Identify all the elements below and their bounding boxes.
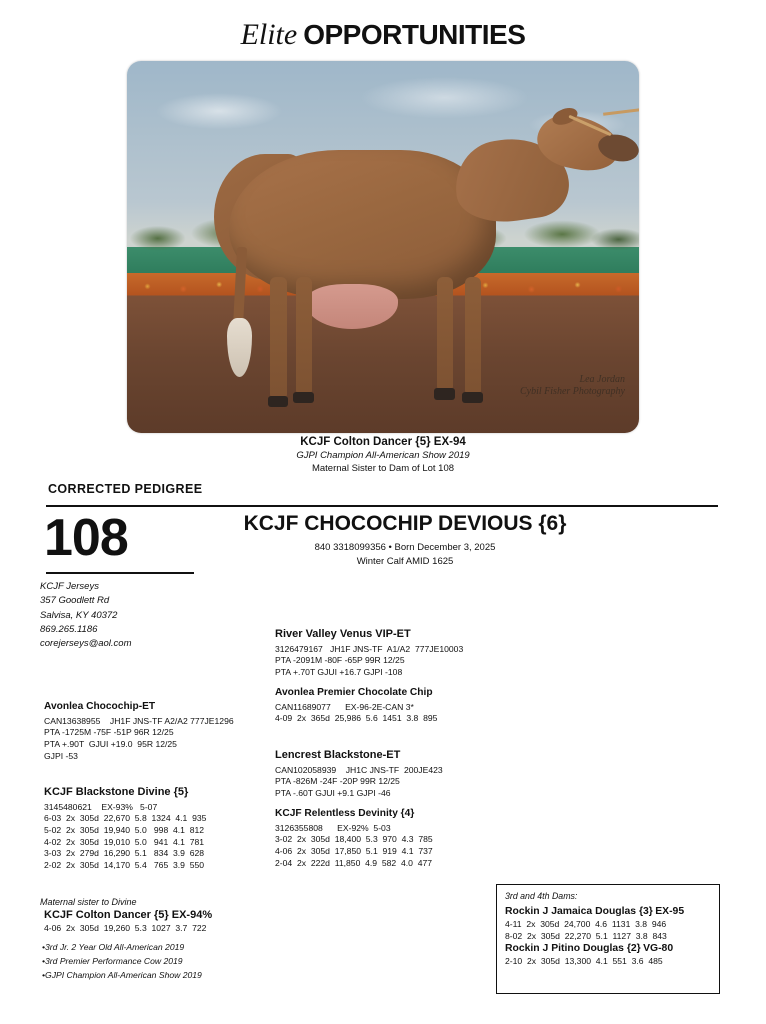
mgs-dam-block (275, 807, 575, 869)
lot-class-amid: Winter Calf AMID 1625 (356, 555, 454, 567)
award-bullet-1: •3rd Jr. 2 Year Old All-American 2019 (42, 942, 185, 952)
third-dam-record-1: 4-11 2x 305d 24,700 4.6 1131 3.8 946 (505, 918, 667, 929)
consignor-farm: KCJF Jerseys (40, 581, 99, 592)
second-dam-record-3: 4-02 2x 305d 19,010 5.0 941 4.1 781 (44, 836, 205, 847)
cow-body (229, 150, 495, 299)
second-dam-name: KCJF Blackstone Divine {5} (44, 786, 189, 798)
maternal-sister-awards (42, 941, 312, 982)
sire-dam-block (275, 686, 575, 725)
mgs-dam-name: KCJF Relentless Devinity {4} (275, 808, 415, 819)
fourth-dam-record-1: 2-10 2x 305d 13,300 4.1 551 3.6 485 (505, 956, 663, 967)
photo-credit (520, 374, 625, 397)
caption-animal-name: KCJF Colton Dancer {5} EX-94 (300, 436, 466, 448)
mgs-dam-registration: 3126355808 EX-92% 5-03 (275, 822, 391, 833)
sire-pta-line1: PTA -2091M -80F -65P 99R 12/25 (275, 655, 405, 666)
sire-registration: 3126479167 JH1F JNS-TF A1/A2 777JE10003 (275, 643, 464, 654)
sire-block (275, 627, 575, 679)
third-dam-name: Rockin J Jamaica Douglas {3} (505, 905, 653, 917)
header-divider (46, 505, 718, 507)
lot-id-birth: 840 3318099356 • Born December 3, 2025 (314, 542, 496, 553)
fourth-dam-name: Rockin J Pitino Douglas {2} (505, 943, 641, 955)
consignor-city: Salvisa, KY 40372 (40, 609, 118, 621)
cow-tail-switch (227, 318, 253, 378)
cow-lead-strap (603, 106, 639, 116)
dam-registration: CAN13638955 JH1F JNS-TF A2/A2 777JE1296 (44, 715, 234, 726)
mgs-name: Lencrest Blackstone-ET (275, 749, 401, 761)
award-bullet-2: •3rd Premier Performance Cow 2019 (42, 955, 183, 966)
mgs-registration: CAN102058939 JH1C JNS-TF 200JE423 (275, 764, 443, 775)
masthead (0, 0, 766, 58)
maternal-sister-note: Maternal sister to Divine (40, 897, 137, 907)
cow-hoof-back-right (268, 396, 288, 407)
second-dam-record-2: 5-02 2x 305d 19,940 5.0 998 4.1 812 (44, 825, 205, 836)
caption-relation: Maternal Sister to Dam of Lot 108 (311, 463, 455, 474)
page-title: KCJF CHOCOCHIP DEVIOUS {6} (243, 512, 567, 535)
maternal-sister-name: KCJF Colton Dancer {5} EX-94% (44, 909, 213, 921)
second-dam-block (44, 785, 294, 871)
consignor-block (40, 580, 131, 651)
lot-number: 108 (44, 509, 128, 567)
cow-hoof-back-left (293, 392, 313, 403)
cow-udder (306, 284, 398, 329)
sire-pta-line2: PTA +.70T GJUI +16.7 GJPI -108 (275, 667, 403, 678)
second-dam-record-4: 3-03 2x 279d 16,290 5.1 834 3.9 628 (44, 848, 205, 859)
second-dam-record-5: 2-02 2x 305d 14,170 5.4 765 3.9 550 (44, 859, 205, 870)
second-dam-record-1: 6-03 2x 305d 22,670 5.8 1324 4.1 935 (44, 813, 207, 824)
photo-caption (127, 436, 639, 474)
mgs-dam-record-2: 4-06 2x 305d 17,850 5.1 919 4.1 737 (275, 845, 433, 856)
third-dam-record-2: 8-02 2x 305d 22,270 5.1 1127 3.8 843 (505, 930, 667, 941)
caption-award: GJPI Champion All-American Show 2019 (296, 450, 470, 461)
masthead-word-elite: Elite (240, 18, 298, 51)
photo-credit-line1: Lea Jordan (579, 374, 625, 385)
dam-pta-line2: PTA +.90T GJUI +19.0 95R 12/25 (44, 738, 177, 749)
dam-gjpi: GJPI -53 (44, 750, 78, 761)
photo-credit-line2: Cybil Fisher Photography (520, 385, 625, 397)
dam-block (44, 700, 284, 762)
lot-subtitle (190, 541, 620, 569)
consignor-email: corejerseys@aol.com (40, 638, 132, 649)
sire-dam-name: Avonlea Premier Chocolate Chip (275, 687, 433, 698)
dams-box-header: 3rd and 4th Dams: (505, 891, 578, 901)
mgs-pta-line2: PTA -.60T GJUI +9.1 GJPI -46 (275, 788, 391, 799)
award-bullet-3: •GJPI Champion All-American Show 2019 (42, 969, 202, 980)
cow-leg-back-left (296, 277, 312, 396)
consignor-street: 357 Goodlett Rd (40, 595, 110, 607)
third-dam-score: EX-95 (655, 905, 685, 917)
maternal-sister-block (44, 908, 304, 934)
dam-name: Avonlea Chocochip-ET (44, 701, 156, 712)
cow-hoof-front-right (462, 392, 482, 403)
mgs-dam-record-1: 3-02 2x 305d 18,400 5.3 970 4.3 785 (275, 834, 433, 845)
corrected-pedigree-label: CORRECTED PEDIGREE (48, 482, 203, 496)
dam-pta-line1: PTA -1725M -75F -51P 96R 12/25 (44, 727, 174, 738)
sire-dam-record: 4-09 2x 365d 25,986 5.6 1451 3.8 895 (275, 713, 438, 724)
animal-photo (127, 61, 639, 433)
photo-background (127, 61, 639, 433)
sire-dam-registration: CAN11689077 EX-96-2E-CAN 3* (275, 701, 414, 712)
maternal-grandsire-block (275, 748, 575, 800)
third-fourth-dams-box (496, 884, 720, 994)
mgs-pta-line1: PTA -826M -24F -20P 99R 12/25 (275, 776, 400, 787)
masthead-word-opportunities: OPPORTUNITIES (303, 19, 526, 50)
cow-leg-back-right (270, 277, 286, 400)
mgs-dam-record-3: 2-04 2x 222d 11,850 4.9 582 4.0 477 (275, 857, 433, 868)
cow-leg-front-left (437, 277, 453, 392)
second-dam-registration: 3145480621 EX-93% 5-07 (44, 801, 158, 812)
fourth-dam-score: VG-80 (643, 943, 674, 955)
consignor-phone: 869.265.1186 (40, 623, 98, 635)
cow-hoof-front-left (434, 388, 454, 399)
cow-leg-front-right (465, 277, 481, 396)
maternal-sister-record: 4-06 2x 305d 19,260 5.3 1027 3.7 722 (44, 922, 207, 933)
sire-name: River Valley Venus VIP-ET (275, 628, 411, 640)
lot-divider (46, 572, 194, 574)
